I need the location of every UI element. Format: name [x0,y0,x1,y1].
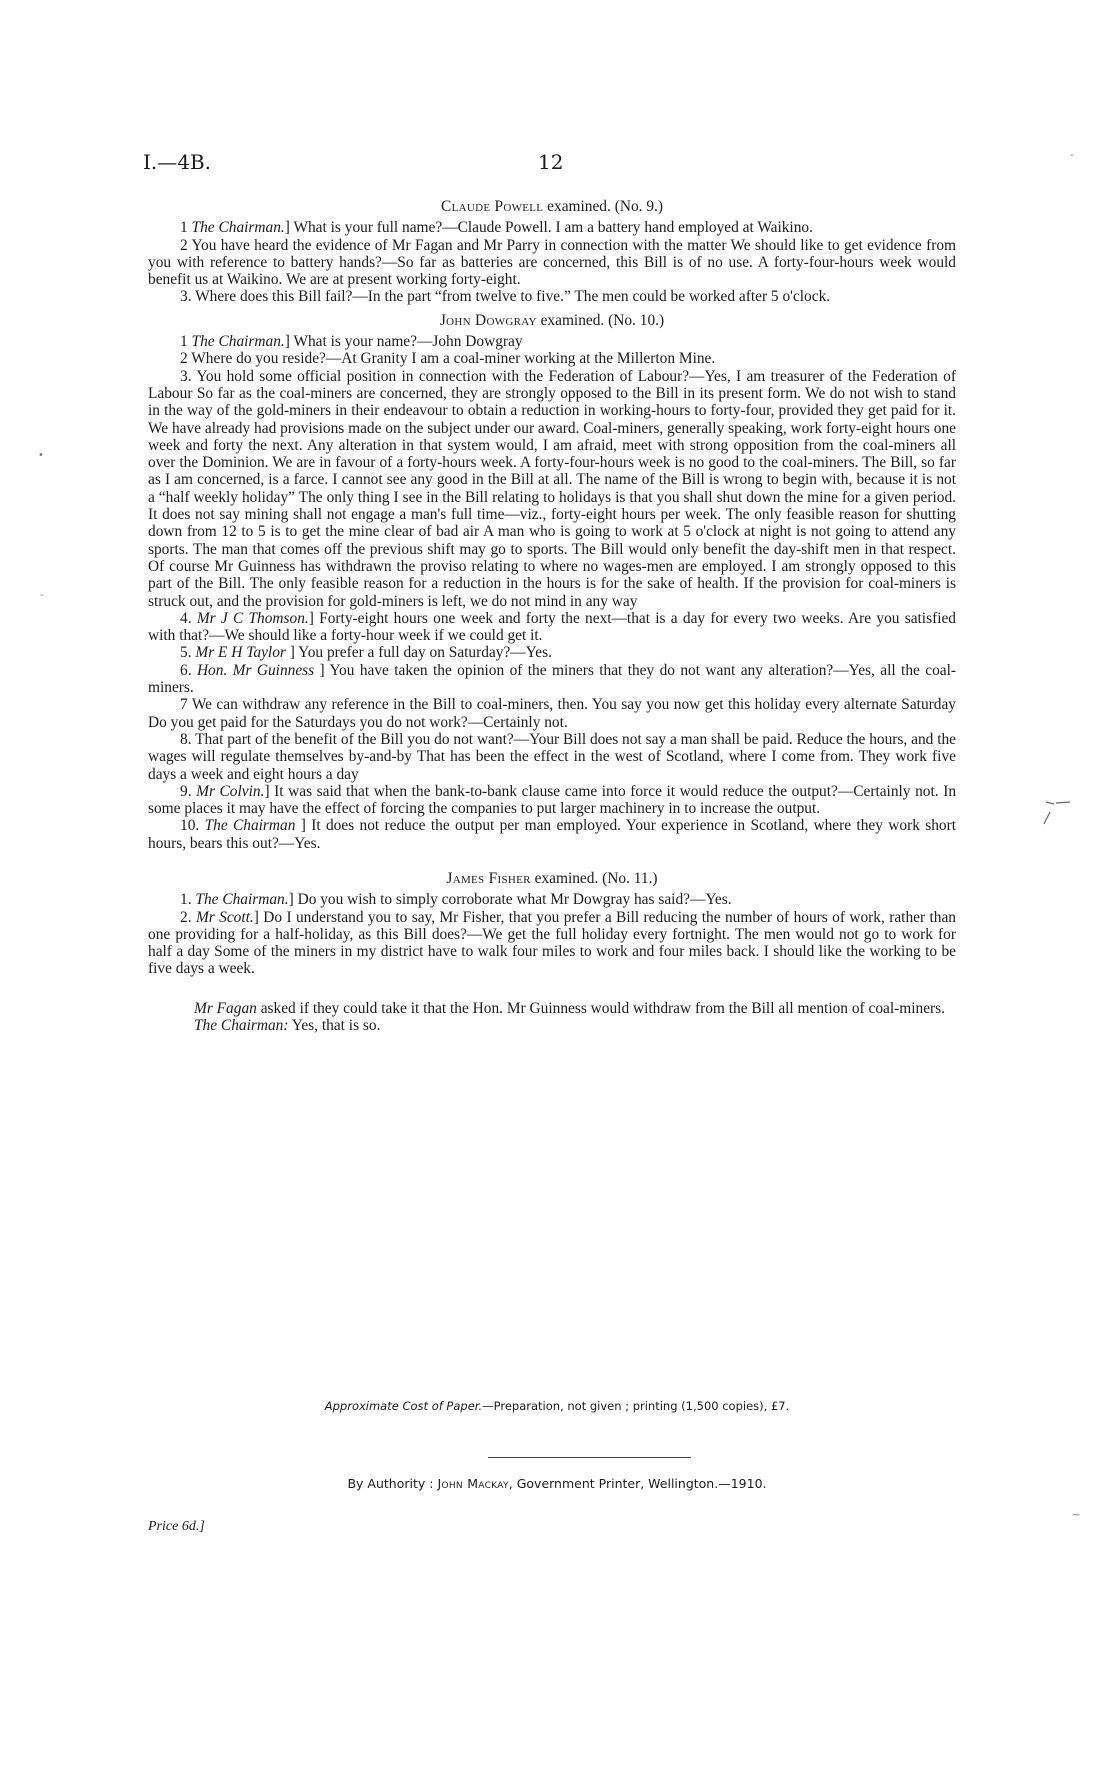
page-number: 12 [538,150,564,174]
cost-of-paper-note: Approximate Cost of Paper.—Preparation, not given ; printing (1,500 copies), £7. [324,1399,790,1413]
testimony-paragraph: 10. The Chairman ] It does not reduce the output per man employed. Your experience in Scotland, where they work short hours, bears this out?—Yes. [148,817,956,852]
witness-heading: John Dowgray examined. (No. 10.) [439,311,665,329]
scan-speck: - [1070,150,1074,161]
testimony-paragraph: 1. The Chairman.] Do you wish to simply corroborate what Mr Dowgray has said?—Yes. [180,891,732,909]
witness-heading: Claude Powell examined. (No. 9.) [441,198,663,215]
closing-remark: Mr Fagan asked if they could take it that the Hon. Mr Guinness would withdraw from the Bill all mention of coal-miners. [194,999,946,1017]
printer-imprint: By Authority : John Mackay, Government Printer, Wellington.—1910. [347,1476,767,1491]
scan-speck: - [40,590,44,601]
testimony-paragraph: 7 We can withdraw any reference in the Bill to coal-miners, then. You say you now get this holiday every alternate Saturday Do you get paid for the Saturdays you do not work?—Certainly not. [148,696,956,731]
testimony-paragraph: 6. Hon. Mr Guinness ] You have taken the opinion of the miners that they do not want any alteration?—Yes, all the coal-miners. [148,661,956,697]
testimony-paragraph: 4. Mr J C Thomson.] Forty-eight hours one week and forty the next—that is a day for every two weeks. Are you satisfied with that?—We should like a forty-hour week if we could get it. [148,609,957,645]
scan-speck: • [38,450,44,461]
testimony-paragraph: 2 Where do you reside?—At Granity I am a coal-miner working at the Millerton Mine. [180,350,716,368]
paper-reference: I.—4B. [143,150,212,174]
price-note: Price 6d.] [148,1519,205,1534]
document-body [148,192,956,1034]
testimony-paragraph: 5. Mr E H Taylor ] You prefer a full day on Saturday?—Yes. [180,644,552,662]
testimony-paragraph: 9. Mr Colvin.] It was said that when the bank-to-bank clause came into force it would reduce the output?—Certainly not. In some places it may have the effect of forcing the companies to put larger machinery in to increase the output. [148,782,957,818]
testimony-paragraph: 8. That part of the benefit of the Bill you do not want?—Your Bill does not say a man shall be paid. Reduce the hours, and the wages will regulate themselves by-and-by That has been the effect in the west of Scotland, where I come from. They work five days a week and eight hours a day [148,730,956,783]
chairman-reply: The Chairman: Yes, that is so. [194,1017,381,1035]
testimony-paragraph: 1 The Chairman.] What is your full name?—Claude Powell. I am a battery hand employed at Waikino. [180,219,813,237]
testimony-paragraph: 3. Where does this Bill fail?—In the part “from twelve to five.” The men could be worked after 5 o'clock. [180,288,831,306]
witness-heading: James Fisher examined. (No. 11.) [446,869,658,887]
footer-divider [488,1457,691,1458]
margin-pencil-mark [1040,790,1080,830]
testimony-paragraph: 1 The Chairman.] What is your name?—John Dowgray [180,333,523,351]
testimony-paragraph: 2 You have heard the evidence of Mr Fagan and Mr Parry in connection with the matter We should like to get evidence from you with reference to battery hands?—So far as batteries are concerned, this Bill is of no use. A forty-four-hours week would benefit us at Waikino. We are at present working forty-eight. [148,236,956,289]
scan-speck: ~ [1072,1510,1081,1521]
testimony-paragraph: 2. Mr Scott.] Do I understand you to say, Mr Fisher, that you prefer a Bill reducing the number of hours of work, rather than one providing for a half-holiday, as this Bill does?—We get the full holiday every fortnight. The men would not go to work for half a day Some of the miners in my district have to walk four miles to work and four miles back. I should like the working to be five days a week. [148,908,956,978]
testimony-paragraph: 3. You hold some official position in connection with the Federation of Labour?—Yes, I am treasurer of the Federation of Labour So far as the coal-miners are concerned, they are strongly opposed to the Bill in its present form. We do not wish to stand in the way of the gold-miners in their endeavour to obtain a reduction in working-hours to forty-four, provided they get paid for it. We have already had provisions made on the subject under our award. Coal-miners, generally speaking, work forty-eight hours one week and forty the next. Any alteration in that system would, I am afraid, meet with strong opposition from the coal-miners all over the Dominion. We are in favour of a forty-hours week. A forty-four-hours week is no good to the coal-miners. The Bill, so far as I am concerned, is a farce. I cannot see any good in the Bill at all. The name of the Bill is wrong to begin with, because it is not a “half weekly holiday” The only thing I see in the Bill relating to holidays is that you shall shut down the mine for a given period. It does not say mining shall not engage a man's full time—viz., forty-eight hours per week. The only feasible reason for shutting down from 12 to 5 is to get the mine clear of bad air A man who is going to work at 5 o'clock at night is not going to attend any sports. The man that comes off the previous shift may go to sports. The Bill would only benefit the day-shift men in that respect. Of course Mr Guinness has withdrawn the proviso relating to where no wages-men are employed. I am strongly opposed to this part of the Bill. The only feasible reason for a reduction in the hours is for the sake of health. If the provision for coal-miners is struck out, and the provision for gold-miners is left, we do not mind in any way [148,367,957,610]
